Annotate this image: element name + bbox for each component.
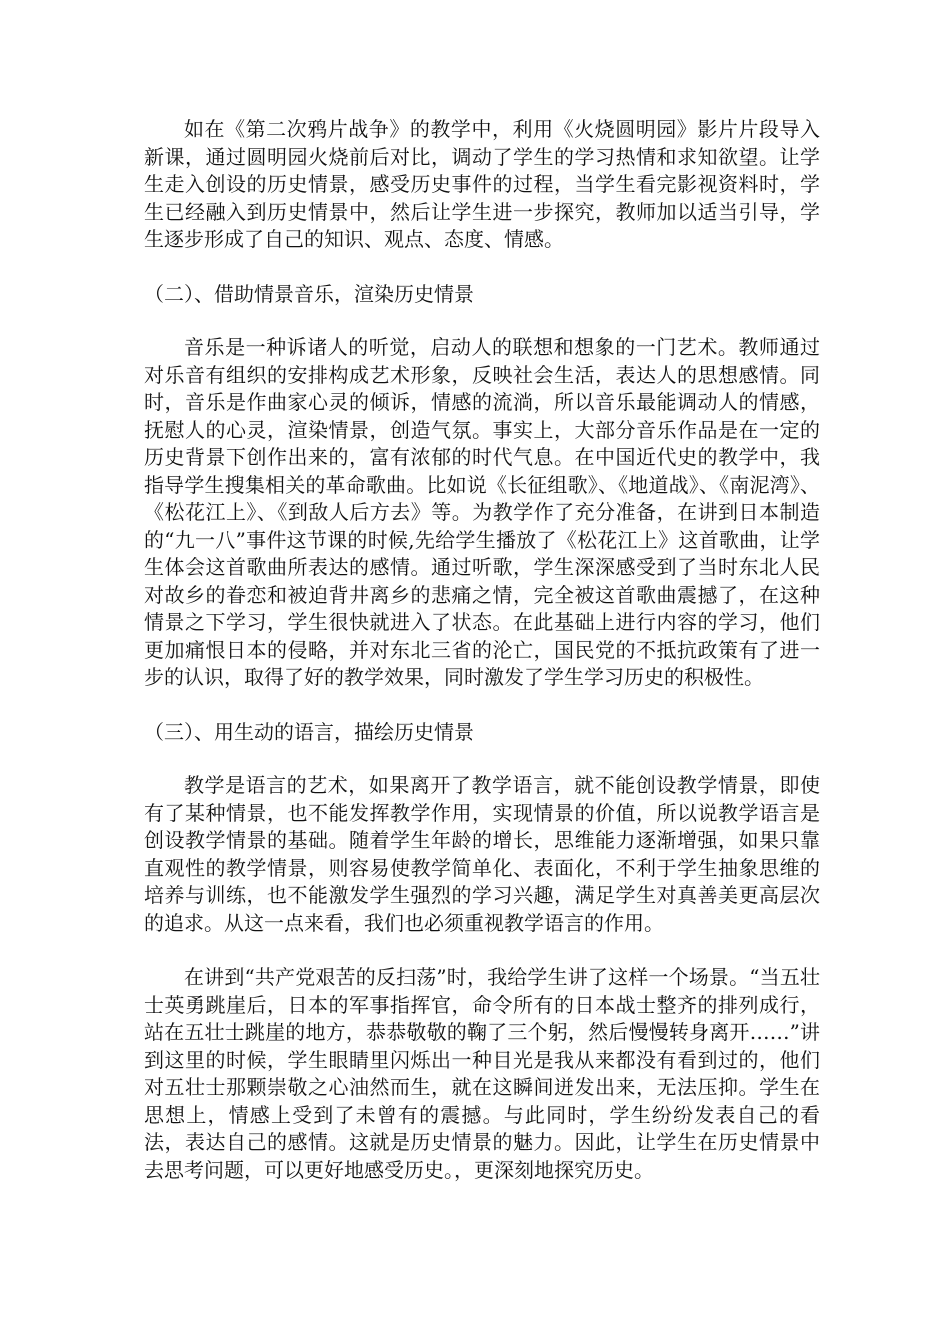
paragraph-gap: [144, 937, 820, 964]
paragraph-gap: [144, 254, 820, 281]
paragraph-teaching-language: 教学是语言的艺术，如果离开了教学语言，就不能创设教学情景，即使有了某种情景，也不能发挥教学作用，实现情景的价值，所以说教学语言是创设教学情景的基础。随着学生年龄的增长，思维能力逐渐增强，如果只靠直观性的教学情景，则容易使教学简单化、表面化，不利于学生抽象思维的培养与训练，也不能激发学生强烈的学习兴趣，满足学生对真善美更高层次的追求。从这一点来看，我们也必须重视教学语言的作用。: [144, 773, 820, 935]
paragraph-gap: [144, 746, 820, 772]
paragraph-second-opium-war: 如在《第二次鸦片战争》的教学中，利用《火烧圆明园》影片片段导入新课，通过圆明园火烧前后对比，调动了学生的学习热情和求知欲望。让学生走入创设的历史情景，感受历史事件的过程，当学生看完影视资料时，学生已经融入到历史情景中，然后让学生进一步探究，教师加以适当引导，学生逐步形成了自己的知识、观点、态度、情感。: [144, 117, 820, 251]
paragraph-gap: [144, 692, 820, 719]
paragraph-five-heroes: 在讲到“共产党艰苦的反扫荡”时，我给学生讲了这样一个场景。“当五壮士英勇跳崖后，日本的军事指挥官，命令所有的日本战士整齐的排列成行，站在五壮士跳崖的地方，恭恭敬敬的鞠了三个躬，然后慢慢转身离开……”讲到这里的时候，学生眼睛里闪烁出一种目光是我从来都没有看到过的，他们对五壮士那颗崇敬之心油然而生，就在这瞬间迸发出来，无法压抑。学生在思想上，情感上受到了未曾有的震撼。与此同时，学生纷纷发表自己的看法，表达自己的感情。这就是历史情景的魅力。因此，让学生在历史情景中去思考问题，可以更好地感受历史。，更深刻地探究历史。: [144, 965, 820, 1182]
document-page: [144, 116, 820, 1184]
paragraph-gap: [144, 308, 820, 334]
section-heading-language: （三）、用生动的语言，描绘历史情景: [144, 719, 474, 744]
section-heading-music: （二）、借助情景音乐，渲染历史情景: [144, 281, 474, 306]
paragraph-music: 音乐是一种诉诸人的听觉，启动人的联想和想象的一门艺术。教师通过对乐音有组织的安排构成艺术形象，反映社会生活，表达人的思想感情。同时，音乐是作曲家心灵的倾诉，情感的流淌，所以音乐最能调动人的情感，抚慰人的心灵，渲染情景，创造气氛。事实上，大部分音乐作品是在一定的历史背景下创作出来的，富有浓郁的时代气息。在中国近代史的教学中，我指导学生搜集相关的革命歌曲。比如说《长征组歌》、《地道战》、《南泥湾》、《松花江上》、《到敌人后方去》等。为教学作了充分准备，在讲到日本制造的“九一八”事件这节课的时候,先给学生播放了《松花江上》这首歌曲，让学生体会这首歌曲所表达的感情。通过听歌，学生深深感受到了当时东北人民对故乡的眷恋和被迫背井离乡的悲痛之情，完全被这首歌曲震撼了，在这种情景之下学习，学生很快就进入了状态。在此基础上进行内容的学习，他们更加痛恨日本的侵略，并对东北三省的沦亡，国民党的不抵抗政策有了进一步的认识，取得了好的教学效果，同时激发了学生学习历史的积极性。: [144, 335, 820, 689]
